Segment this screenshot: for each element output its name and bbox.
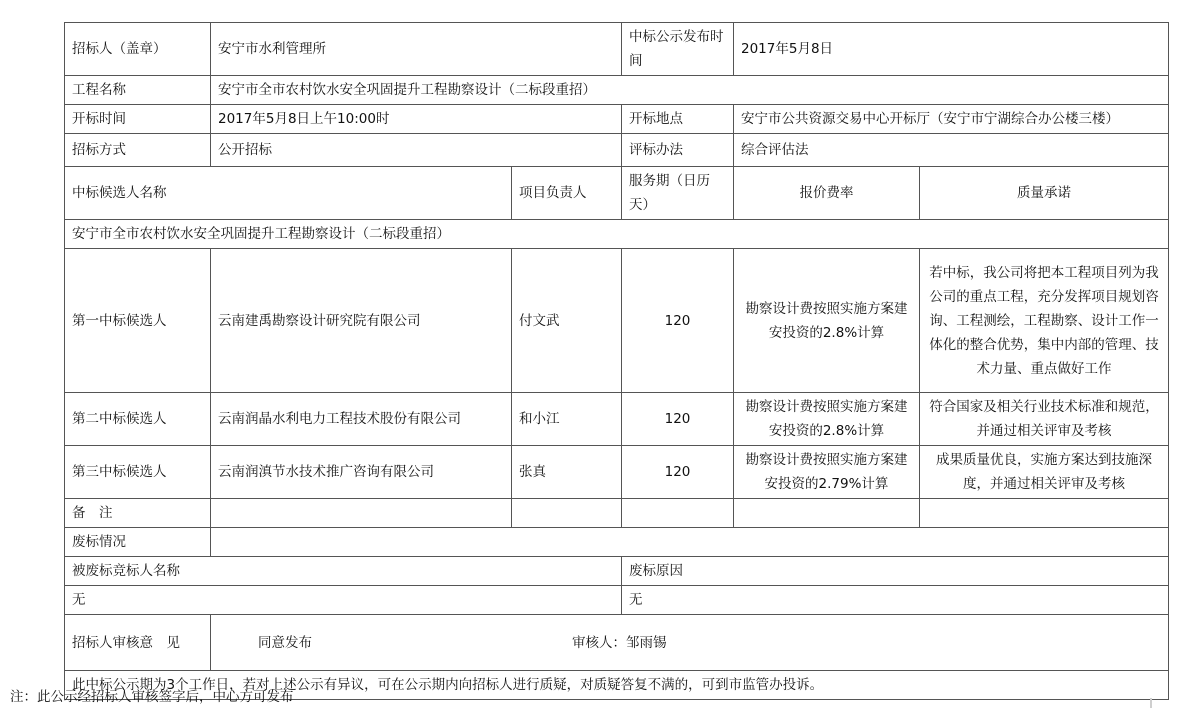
open-time-row	[65, 105, 1169, 134]
review-content	[211, 615, 1169, 671]
candidate-rank: 第三中标候选人	[65, 446, 211, 499]
candidate-quality: 符合国家及相关行业技术标准和规范，并通过相关评审及考核	[920, 393, 1169, 446]
candidate-company: 云南润滇节水技术推广咨询有限公司	[211, 446, 512, 499]
remarks-cell	[734, 499, 920, 528]
remarks-cell	[920, 499, 1169, 528]
candidate-period: 120	[622, 446, 734, 499]
project-name-row	[65, 76, 1169, 105]
invalid-value-row	[65, 586, 1169, 615]
tenderer-row	[65, 23, 1169, 76]
candidate-manager: 张真	[512, 446, 622, 499]
tenderer-label: 招标人（盖章）	[65, 23, 211, 76]
candidate-row	[65, 393, 1169, 446]
project-manager-header: 项目负责人	[512, 167, 622, 220]
invalid-status-row	[65, 528, 1169, 557]
footnote: 注：此公示经招标人审核签字后，中心方可发布	[10, 689, 294, 705]
candidate-manager: 付文武	[512, 249, 622, 393]
remarks-cell	[512, 499, 622, 528]
candidate-rank: 第二中标候选人	[65, 393, 211, 446]
notice-text: 此中标公示期为3个工作日，若对上述公示有异议，可在公示期内向招标人进行质疑，对质疑答复不满的，可到市监管办投诉。	[65, 671, 1169, 700]
candidate-manager: 和小江	[512, 393, 622, 446]
invalid-reason-label: 废标原因	[622, 557, 1169, 586]
open-place-label: 开标地点	[622, 105, 734, 134]
candidate-company: 云南润晶水利电力工程技术股份有限公司	[211, 393, 512, 446]
review-opinion: 同意发布	[258, 634, 312, 651]
method-row	[65, 134, 1169, 167]
corner-mark	[1150, 698, 1152, 708]
remarks-cell	[622, 499, 734, 528]
review-label: 招标人审核意 见	[65, 615, 211, 671]
project-name-value: 安宁市全市农村饮水安全巩固提升工程勘察设计（二标段重招）	[211, 76, 1169, 105]
publish-time-label: 中标公示发布时间	[622, 23, 734, 76]
section-title-row	[65, 220, 1169, 249]
remarks-row	[65, 499, 1169, 528]
eval-value: 综合评估法	[734, 134, 1169, 167]
candidate-period: 120	[622, 249, 734, 393]
candidate-quality: 成果质量优良，实施方案达到技施深度，并通过相关评审及考核	[920, 446, 1169, 499]
invalid-reason-value: 无	[622, 586, 1169, 615]
invalid-status-value	[211, 528, 1169, 557]
fee-rate-header: 报价费率	[734, 167, 920, 220]
quality-header: 质量承诺	[920, 167, 1169, 220]
method-label: 招标方式	[65, 134, 211, 167]
section-title: 安宁市全市农村饮水安全巩固提升工程勘察设计（二标段重招）	[65, 220, 1169, 249]
publish-time-value: 2017年5月8日	[734, 23, 1169, 76]
candidate-period: 120	[622, 393, 734, 446]
bid-result-table	[64, 22, 1169, 700]
remarks-label: 备 注	[65, 499, 211, 528]
candidate-company: 云南建禹勘察设计研究院有限公司	[211, 249, 512, 393]
reviewer-name: 审核人：邹雨锡	[572, 634, 667, 651]
candidate-name-header: 中标候选人名称	[65, 167, 512, 220]
candidate-row	[65, 249, 1169, 393]
tenderer-value: 安宁市水利管理所	[211, 23, 622, 76]
open-time-value: 2017年5月8日上午10:00时	[211, 105, 622, 134]
invalid-header-row	[65, 557, 1169, 586]
column-header-row	[65, 167, 1169, 220]
open-place-value: 安宁市公共资源交易中心开标厅（安宁市宁湖综合办公楼三楼）	[734, 105, 1169, 134]
candidate-row	[65, 446, 1169, 499]
invalid-name-label: 被废标竞标人名称	[65, 557, 622, 586]
project-name-label: 工程名称	[65, 76, 211, 105]
candidate-fee: 勘察设计费按照实施方案建安投资的2.79%计算	[734, 446, 920, 499]
review-row	[65, 615, 1169, 671]
candidate-rank: 第一中标候选人	[65, 249, 211, 393]
invalid-name-value: 无	[65, 586, 622, 615]
candidate-fee: 勘察设计费按照实施方案建安投资的2.8%计算	[734, 393, 920, 446]
service-period-header: 服务期（日历天）	[622, 167, 734, 220]
open-time-label: 开标时间	[65, 105, 211, 134]
remarks-cell	[211, 499, 512, 528]
candidate-quality: 若中标，我公司将把本工程项目列为我公司的重点工程，充分发挥项目规划咨询、工程测绘，工程勘察、设计工作一体化的整合优势，集中内部的管理、技术力量、重点做好工作	[920, 249, 1169, 393]
candidate-fee: 勘察设计费按照实施方案建安投资的2.8%计算	[734, 249, 920, 393]
eval-label: 评标办法	[622, 134, 734, 167]
invalid-status-label: 废标情况	[65, 528, 211, 557]
method-value: 公开招标	[211, 134, 622, 167]
